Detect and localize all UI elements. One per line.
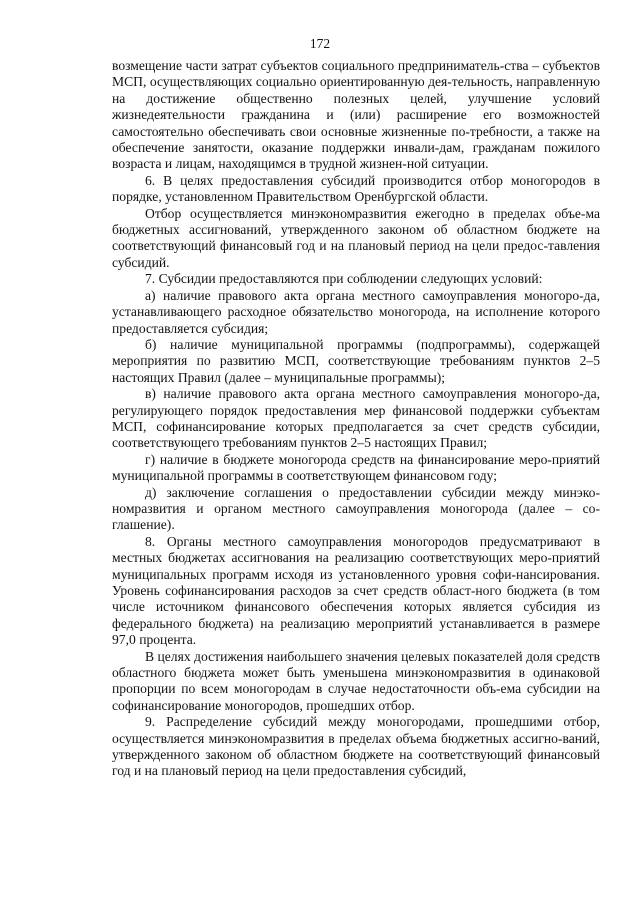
paragraph-condition-v: в) наличие правового акта органа местного самоуправления моногоро-да, регулирующего порядок предоставления мер финансовой поддержки субъектам МСП, софинансирование которых предполагается за счет средств субсидии, соответствующего требованиям пунктов 2–5 настоящих Правил; bbox=[112, 386, 600, 451]
paragraph-item-8: 8. Органы местного самоуправления моногородов предусматривают в местных бюджетах ассигнования на реализацию соответствующих меро-приятий муниципальных программ исходя из установленного уровня софи-нансирования. Уровень софинансирования расходов за счет средств област-ного бюджета (в том числе источником финансового обеспечения которых является субсидия из федерального бюджета) на реализацию мероприятий устанавливается в размере 97,0 процента. bbox=[112, 533, 600, 648]
paragraph-share-reduction: В целях достижения наибольшего значения целевых показателей доля средств областного бюджета может быть уменьшена минэкономразвития в одинаковой пропорции по всем моногородам в случае недостаточности объ-ема субсидии на софинансирование моногородов, прошедших отбор. bbox=[112, 648, 600, 713]
paragraph-condition-g: г) наличие в бюджете моногорода средств на финансирование меро-приятий муниципальной программы в соответствующем финансовом году; bbox=[112, 451, 600, 484]
paragraph-item-9: 9. Распределение субсидий между моногородами, прошедшими отбор, осуществляется минэкономразвития в пределах объема бюджетных ассигно-ваний, утвержденного законом об областном бюджете на соответствующий финансовый год и на плановый период на цели предоставления субсидий, bbox=[112, 714, 600, 779]
paragraph-condition-b: б) наличие муниципальной программы (подпрограммы), содержащей мероприятия по развитию МСП, соответствующие требованиям пунктов 2–5 настоящих Правил (далее – муниципальные программы); bbox=[112, 336, 600, 385]
document-body bbox=[112, 58, 600, 780]
paragraph-item-6: 6. В целях предоставления субсидий производится отбор моногородов в порядке, установленном Правительством Оренбургской области. bbox=[112, 172, 600, 205]
paragraph-selection: Отбор осуществляется минэкономразвития ежегодно в пределах объе-ма бюджетных ассигнований, утвержденного законом об областном бюджете на соответствующий финансовый год и на плановый период на цели предос-тавления субсидий. bbox=[112, 205, 600, 270]
paragraph-condition-a: а) наличие правового акта органа местного самоуправления моногоро-да, устанавливающего расходное обязательство моногорода, на исполнение которого предоставляется субсидия; bbox=[112, 287, 600, 336]
paragraph-condition-d: д) заключение соглашения о предоставлении субсидии между минэко-номразвития и органом местного самоуправления моногорода (далее – со-глашение). bbox=[112, 484, 600, 533]
paragraph-item-7: 7. Субсидии предоставляются при соблюдении следующих условий: bbox=[145, 271, 543, 287]
paragraph-continuation: возмещение части затрат субъектов социального предприниматель-ства – субъектов МСП, осуществляющих социально ориентированную дея-тельность, направленную на достижение общественно полезных целей, улучшение условий жизнедеятельности гражданина и (или) расширение его возможностей самостоятельно обеспечивать свои основные жизненные по-требности, а также на обеспечение занятости, оказание поддержки инвали-дам, гражданам пожилого возраста и лицам, находящимся в трудной жизнен-ной ситуации. bbox=[112, 58, 600, 172]
page-number: 172 bbox=[309, 36, 331, 51]
